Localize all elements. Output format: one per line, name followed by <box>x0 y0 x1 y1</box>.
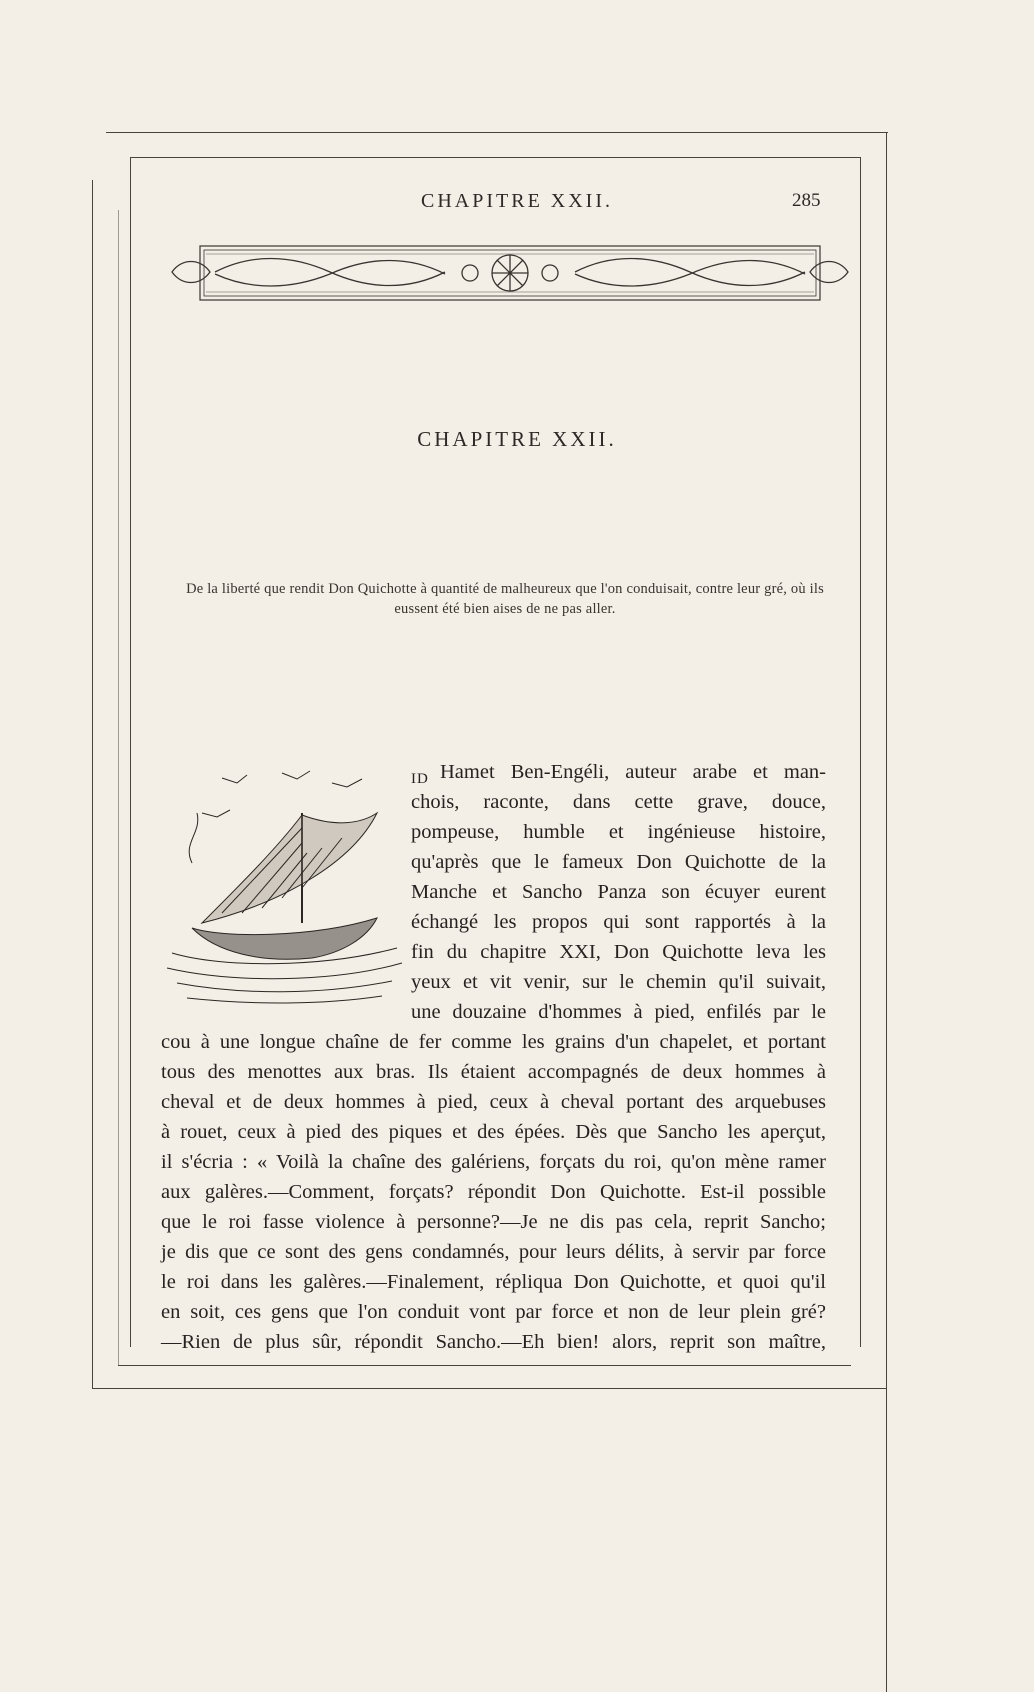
ornamental-header-band <box>170 244 850 302</box>
text-line: pompeuse, humble et ingénieuse histoire, <box>411 821 826 843</box>
drop-cap: ID <box>411 771 429 787</box>
page-number: 285 <box>792 190 821 211</box>
text-line: chois, raconte, dans cette grave, douce, <box>411 791 826 813</box>
text-line: une douzaine d'hommes à pied, enfilés par le <box>411 1001 826 1023</box>
text-line: tous des menottes aux bras. Ils étaient accompagnés de deux hommes à <box>161 1061 826 1083</box>
text-line: il s'écria : « Voilà la chaîne des galériens, forçats du roi, qu'on mène ramer <box>161 1151 826 1173</box>
text-line: —Rien de plus sûr, répondit Sancho.—Eh bien! alors, reprit son maître, <box>161 1331 826 1353</box>
frame-right <box>860 157 861 1347</box>
text-line: fin du chapitre XXI, Don Quichotte leva les <box>411 941 826 963</box>
frame-bottom-inner <box>118 1365 851 1366</box>
text-line: aux galères.—Comment, forçats? répondit Don Quichotte. Est-il possible <box>161 1181 826 1203</box>
text-line: que le roi fasse violence à personne?—Je ne dis pas cela, reprit Sancho; <box>161 1211 826 1233</box>
text-line: échangé les propos qui sont rapportés à la <box>411 911 826 933</box>
text-line: à rouet, ceux à pied des piques et des épées. Dès que Sancho les aperçut, <box>161 1121 826 1143</box>
text-line: Manche et Sancho Panza son écuyer eurent <box>411 881 826 903</box>
text-line: le roi dans les galères.—Finalement, répliqua Don Quichotte, et quoi qu'il <box>161 1271 826 1293</box>
text-line: en soit, ces gens que l'on conduit vont par force et non de leur plein gré? <box>161 1301 826 1323</box>
frame-left <box>130 157 131 1347</box>
frame-left-far <box>92 180 93 1388</box>
frame-left-mid <box>118 210 119 1365</box>
text-line: Hamet Ben-Engéli, auteur arabe et man- <box>440 761 826 783</box>
frame-top-inner <box>130 157 860 158</box>
frame-bottom-line <box>92 1388 887 1389</box>
sailing-ship-illustration <box>162 753 407 1018</box>
text-line: cou à une longue chaîne de fer comme les grains d'un chapelet, et portant <box>161 1031 826 1053</box>
text-line: qu'après que le fameux Don Quichotte de la <box>411 851 826 873</box>
frame-top-outer <box>106 132 888 133</box>
text-line: yeux et vit venir, sur le chemin qu'il suivait, <box>411 971 826 993</box>
frame-right-outer <box>886 132 887 1692</box>
chapter-title: CHAPITRE XXII. <box>417 427 617 451</box>
chapter-summary: De la liberté que rendit Don Quichotte à quantité de malheureux que l'on conduisait, contre leur gré, où ils eussent été bien aises de ne pas aller. <box>186 581 824 617</box>
text-line: cheval et de deux hommes à pied, ceux à cheval portant des arquebuses <box>161 1091 826 1113</box>
running-title: CHAPITRE XXII. <box>421 190 613 212</box>
text-line: je dis que ce sont des gens condamnés, pour leurs délits, à servir par force <box>161 1241 826 1263</box>
